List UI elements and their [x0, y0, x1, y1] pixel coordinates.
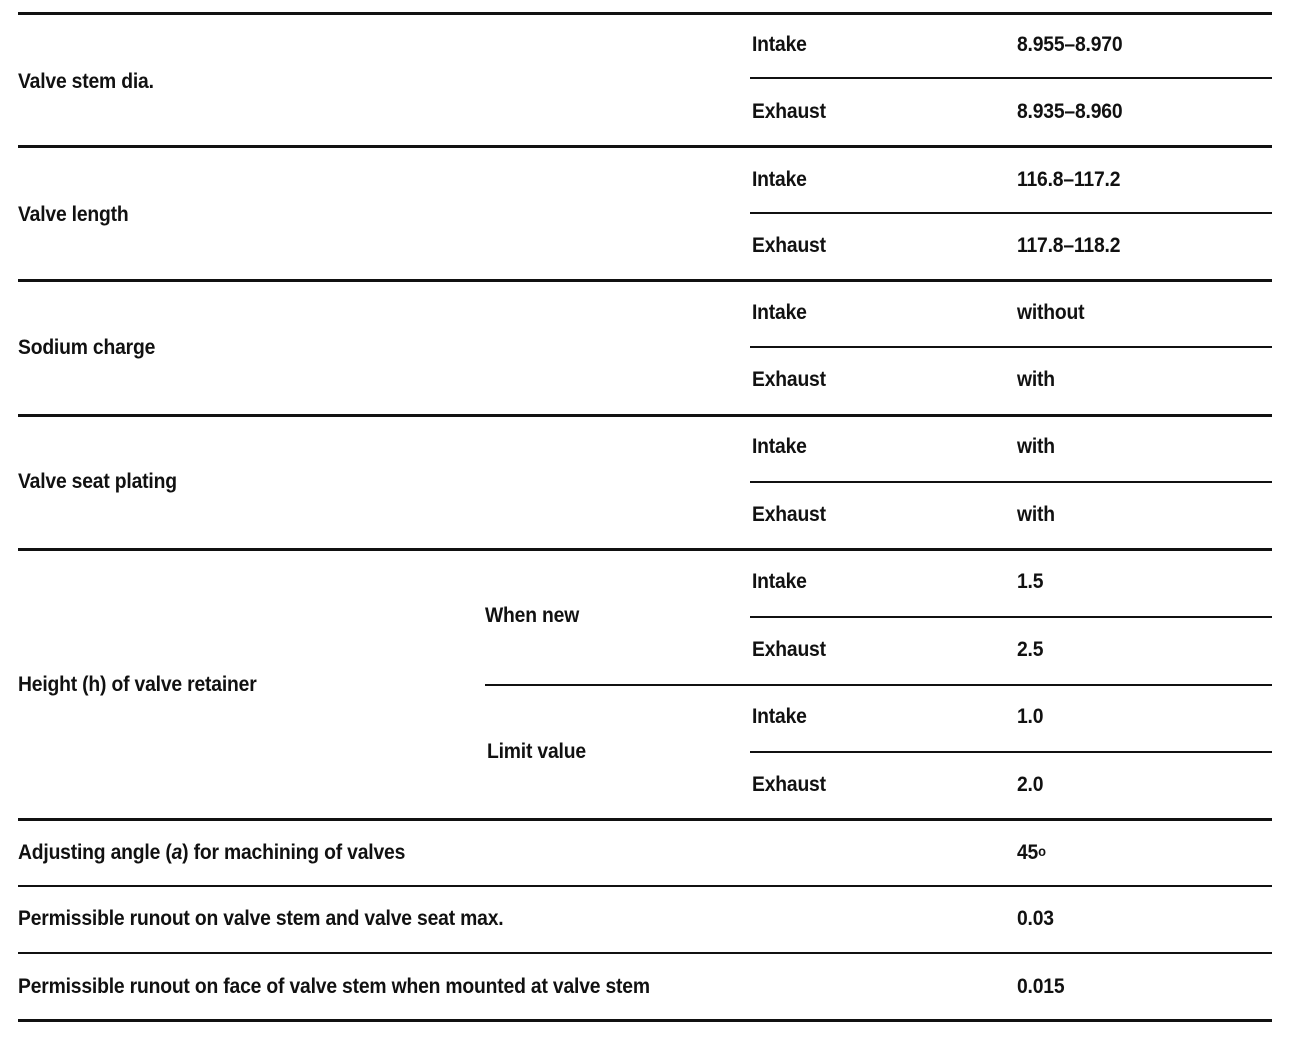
angle-symbol: a: [171, 841, 183, 864]
position-label: Intake: [752, 435, 807, 458]
rule-sodium-mid: [750, 346, 1272, 348]
rule-bottom: [18, 1019, 1272, 1022]
position-label: Intake: [752, 168, 807, 191]
group-label: Sodium charge: [18, 336, 156, 359]
spec-value: 8.955–8.970: [1017, 33, 1123, 56]
spec-value: 1.0: [1017, 705, 1044, 728]
group-label: Valve length: [18, 203, 129, 226]
rule-sodium-bottom: [18, 414, 1272, 417]
spec-value: 0.03: [1017, 907, 1054, 930]
spec-value: 116.8–117.2: [1017, 168, 1121, 191]
rule-top: [18, 12, 1272, 15]
spec-value: with: [1017, 435, 1055, 458]
spec-value: 117.8–118.2: [1017, 234, 1121, 257]
row-label: Permissible runout on face of valve stem when mounted at valve stem: [18, 975, 650, 998]
subgroup-label: When new: [485, 604, 580, 627]
position-label: Exhaust: [752, 503, 826, 526]
rule-length-mid: [750, 212, 1272, 214]
spec-value: with: [1017, 368, 1055, 391]
group-label: Valve seat plating: [18, 470, 177, 493]
rule-length-bottom: [18, 279, 1272, 282]
rule-stem-mid: [750, 77, 1272, 79]
degree-mark: o: [1038, 843, 1046, 859]
spec-value: 1.5: [1017, 570, 1044, 593]
spec-value: 0.015: [1017, 975, 1065, 998]
spec-value: without: [1017, 301, 1085, 324]
group-label: Height (h) of valve retainer: [18, 673, 257, 696]
position-label: Exhaust: [752, 638, 826, 661]
rule-retainer-bottom: [18, 818, 1272, 821]
angle-label-suffix: ) for machining of valves: [182, 841, 406, 864]
spec-value: [1017, 841, 1046, 866]
rule-retainer-mid: [485, 684, 1272, 686]
rule-angle-bottom: [18, 885, 1272, 887]
group-label: Valve stem dia.: [18, 70, 154, 93]
spec-value: 2.0: [1017, 773, 1044, 796]
subgroup-label: Limit value: [487, 740, 586, 763]
rule-limit-mid: [750, 751, 1272, 753]
rule-plating-mid: [750, 481, 1272, 483]
position-label: Intake: [752, 570, 807, 593]
rule-new-mid: [750, 616, 1272, 618]
row-label: Permissible runout on valve stem and valve seat max.: [18, 907, 504, 930]
position-label: Exhaust: [752, 100, 826, 123]
position-label: Exhaust: [752, 773, 826, 796]
position-label: Exhaust: [752, 234, 826, 257]
angle-value: 45: [1017, 841, 1039, 864]
rule-stem-bottom: [18, 145, 1272, 148]
spec-value: 8.935–8.960: [1017, 100, 1123, 123]
spec-value: with: [1017, 503, 1055, 526]
position-label: Intake: [752, 301, 807, 324]
angle-label-prefix: Adjusting angle (: [18, 841, 172, 864]
position-label: Intake: [752, 33, 807, 56]
position-label: Intake: [752, 705, 807, 728]
spec-value: 2.5: [1017, 638, 1044, 661]
row-label: [18, 841, 405, 865]
rule-runout1-bottom: [18, 952, 1272, 954]
position-label: Exhaust: [752, 368, 826, 391]
rule-plating-bottom: [18, 548, 1272, 551]
